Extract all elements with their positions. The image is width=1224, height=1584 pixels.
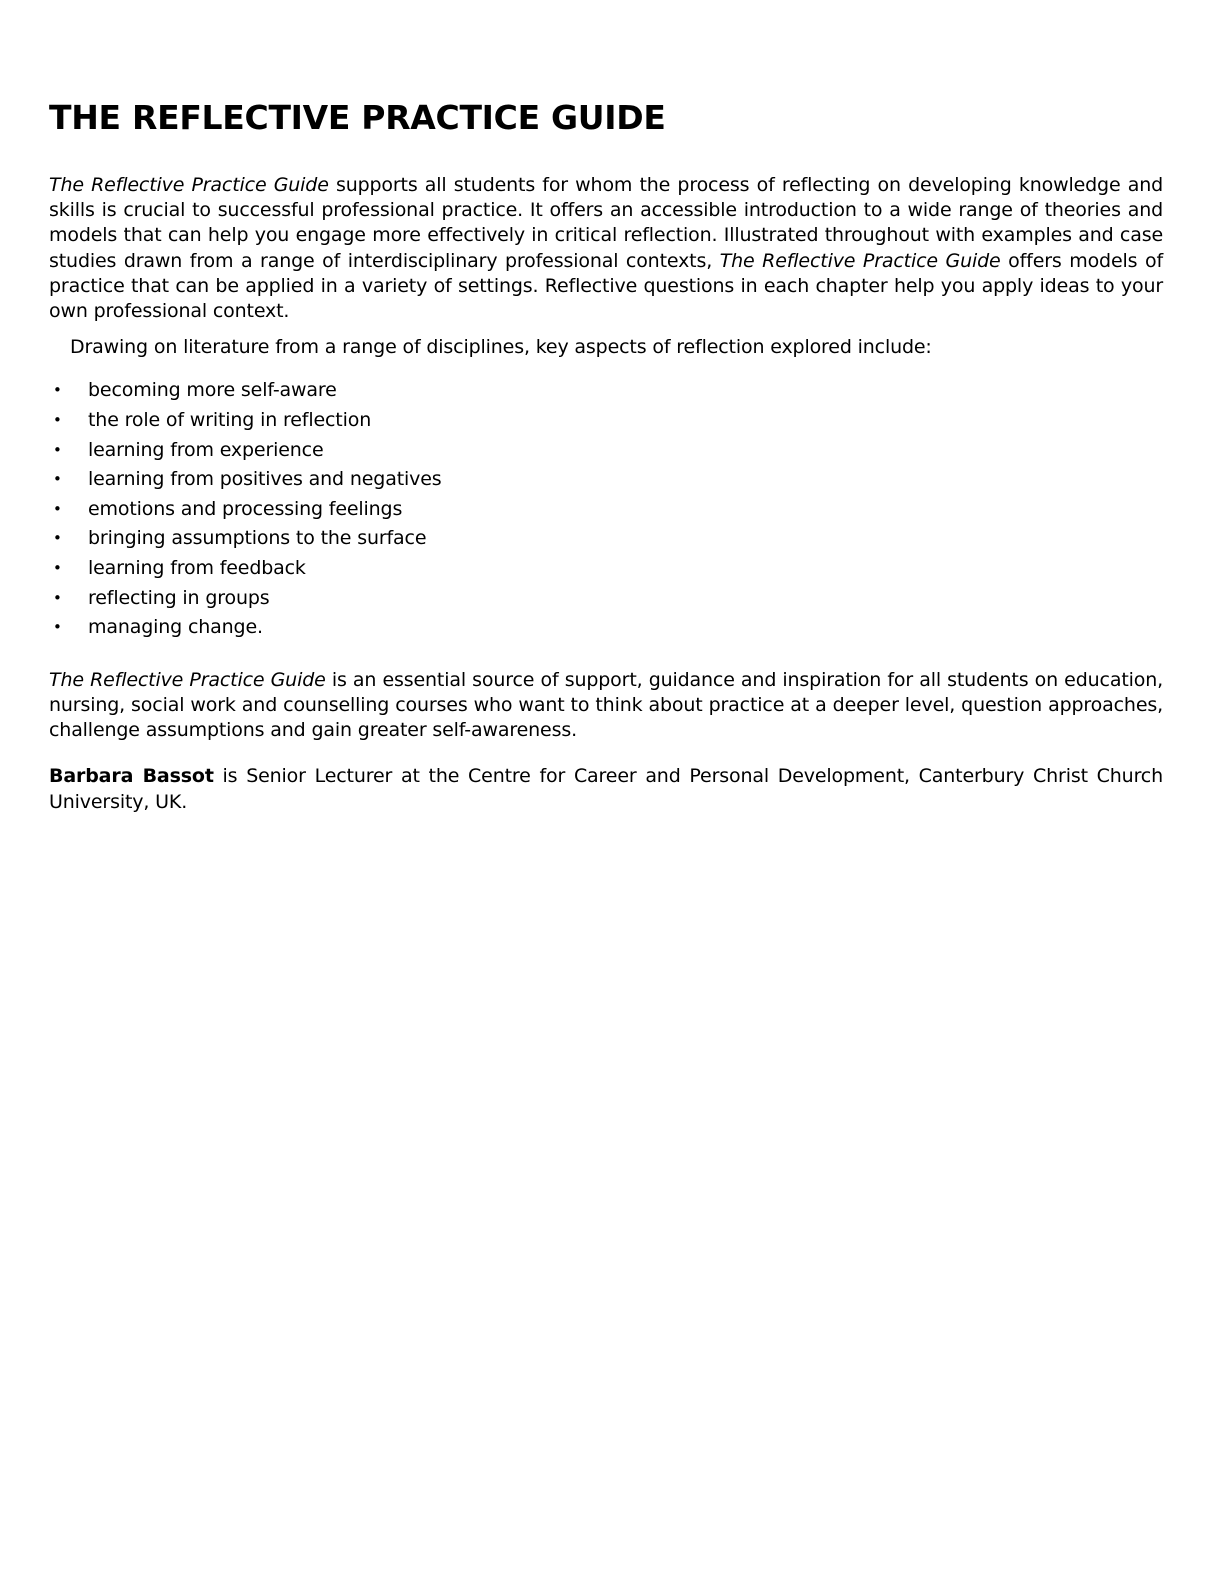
list-item: • learning from feedback (49, 554, 1163, 584)
list-item: • the role of writing in reflection (49, 406, 1163, 436)
intro-book-title: The Reflective Practice Guide (49, 174, 329, 196)
author-bio: is Senior Lecturer at the Centre for Career and Personal Development, Canterbury Christ Church University, UK. (49, 765, 1163, 813)
list-item: • learning from experience (49, 436, 1163, 466)
list-item: • reflecting in groups (49, 584, 1163, 614)
intro-book-title-2: The Reflective Practice Guide (719, 249, 1001, 272)
intro-paragraph (49, 173, 1163, 324)
intro-text-part1: supports all students for whom the process of reflecting on developing knowledge and skills is crucial to successful professional practice. It offers an accessible introduction to a wide range of theories and models that can help you engage more effectively in critical reflection. Illustrated throughout with examples and case studies drawn from a range of interdisciplinary professional contexts, (49, 174, 1163, 272)
list-item: • learning from positives and negatives (49, 465, 1163, 495)
aspects-list (49, 376, 1163, 642)
author-name: Barbara Bassot (49, 765, 214, 788)
bullet-icon: • (53, 440, 62, 459)
summary-book-title: The Reflective Practice Guide (49, 668, 326, 691)
document-page (49, 96, 1163, 815)
bullet-icon: • (53, 470, 62, 489)
summary-text: is an essential source of support, guidance and inspiration for all students on education, nursing, social work and counselling courses who want to think about practice at a deeper level, question approaches, challenge assumptions and gain greater self-awareness. (49, 668, 1163, 742)
page-title: THE REFLECTIVE PRACTICE GUIDE (49, 98, 666, 137)
intro-text-part2: offers models of practice that can be applied in a variety of settings. Reflective questions in each chapter help you apply ideas to your own professional context. (49, 249, 1163, 323)
list-item: • managing change. (49, 613, 1163, 643)
bullet-icon: • (53, 529, 62, 548)
lead-in-paragraph: Drawing on literature from a range of disciplines, key aspects of reflection explored include: (70, 336, 932, 359)
author-paragraph (49, 764, 1163, 814)
bullet-icon: • (53, 618, 62, 637)
list-item: • emotions and processing feelings (49, 495, 1163, 525)
bullet-icon: • (53, 558, 62, 577)
list-item: • becoming more self-aware (49, 376, 1163, 406)
list-item: • bringing assumptions to the surface (49, 524, 1163, 554)
bullet-icon: • (53, 381, 62, 400)
summary-paragraph (49, 668, 1163, 744)
bullet-icon: • (53, 411, 62, 430)
bullet-icon: • (53, 499, 62, 518)
bullet-icon: • (53, 588, 62, 607)
